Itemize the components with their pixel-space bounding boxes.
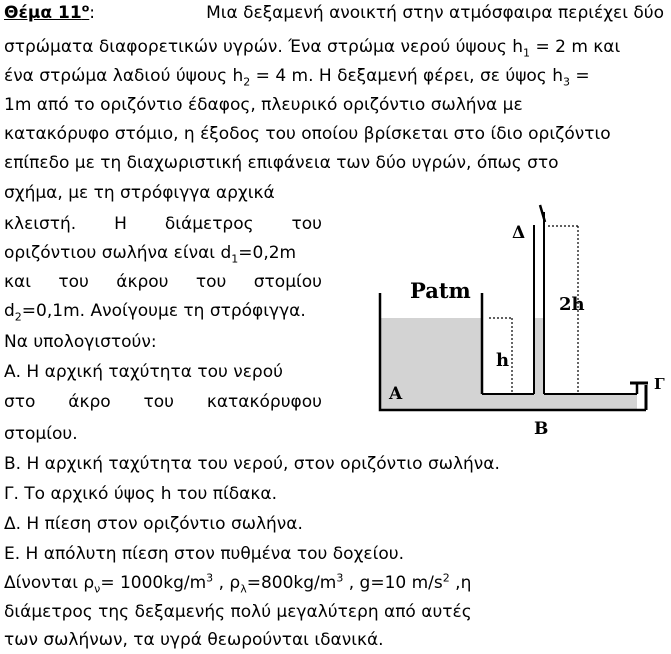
nozzle-liquid [534, 318, 544, 394]
label-delta: Δ [512, 223, 526, 243]
text-line-11: $d_2=0,1m$. Ανοίγουμε τη στρόφιγγα. [4, 301, 306, 324]
text-line-10: και του άκρου του στομίου [4, 272, 322, 292]
text-line-21: διάμετρος της δεξαμενής πολύ μεγαλύτερη από αυτές [4, 602, 472, 622]
text-line-5: κατακόρυφο στόμιο, η έξοδος του οποίου βρίσκεται στο ίδιο οριζόντιο [4, 124, 611, 144]
text-line-7: σχήμα, με τη στρόφιγγα αρχικά [4, 183, 275, 203]
text-line-15: στομίου. [4, 424, 78, 444]
label-a: A [389, 384, 403, 404]
label-2h: 2h [559, 294, 585, 315]
text-line-3: ένα στρώμα λαδιού ύψους $h_2 = 4$ m. Η δεξαμενή φέρει, σε ύψος $h_3$ = [4, 66, 590, 89]
text-line-2-content: στρώματα διαφορετικών υγρών. Ένα στρώμα νερού ύψους $h_1 = 2$ m και [4, 37, 621, 60]
text-line-4: 1m από το οριζόντιο έδαφος, πλευρικό οριζόντιο σωλήνα με [4, 95, 523, 115]
text-line-22: των σωλήνων, τα υγρά θεωρούνται ιδανικά. [4, 630, 384, 650]
question-b: Β. Η αρχική ταχύτητα του νερού, στον οριζόντιο σωλήνα. [4, 454, 500, 474]
question-d: Δ. Η πίεση στον οριζόντιο σωλήνα. [4, 514, 303, 534]
text-line-9: οριζόντιου σωλήνα είναι $d_1=0,2m$ [4, 243, 297, 266]
problem-title: Θέμα $11^o$: [4, 1, 95, 23]
question-c: Γ. Το αρχικό ύψος h του πίδακα. [4, 484, 277, 504]
label-b: B [534, 419, 549, 439]
label-h: h [496, 350, 510, 371]
text-line-2 [4, 34, 664, 60]
text-line-14: στο άκρο του κατακόρυφου [4, 392, 322, 412]
given-values: Δίνονται $\rho_\nu= 1000kg/m^3$ , $\rho_\lambda=800kg/m^3$ , g=10 $m/s^2$ ,η [4, 571, 472, 596]
tank-diagram [355, 198, 669, 444]
text-line-1-rest: Μια δεξαμενή ανοικτή στην ατμόσφαιρα περιέχει δύο [206, 3, 664, 23]
label-gamma: Γ [654, 375, 665, 393]
text-line-8: κλειστή. Η διάμετρος του [4, 214, 322, 234]
pipe-liquid [482, 394, 637, 410]
text-line-6: επίπεδο με τη διαχωριστική επιφάνεια των δύο υγρών, όπως στο [4, 153, 559, 173]
text-line-13: Α. Η αρχική ταχύτητα του νερού [4, 362, 283, 382]
question-e: Ε. Η απόλυτη πίεση στον πυθμένα του δοχείου. [4, 544, 404, 564]
label-patm: Patm [410, 278, 471, 303]
text-line-12: Να υπολογιστούν: [4, 332, 157, 352]
text-line-1 [4, 0, 664, 26]
